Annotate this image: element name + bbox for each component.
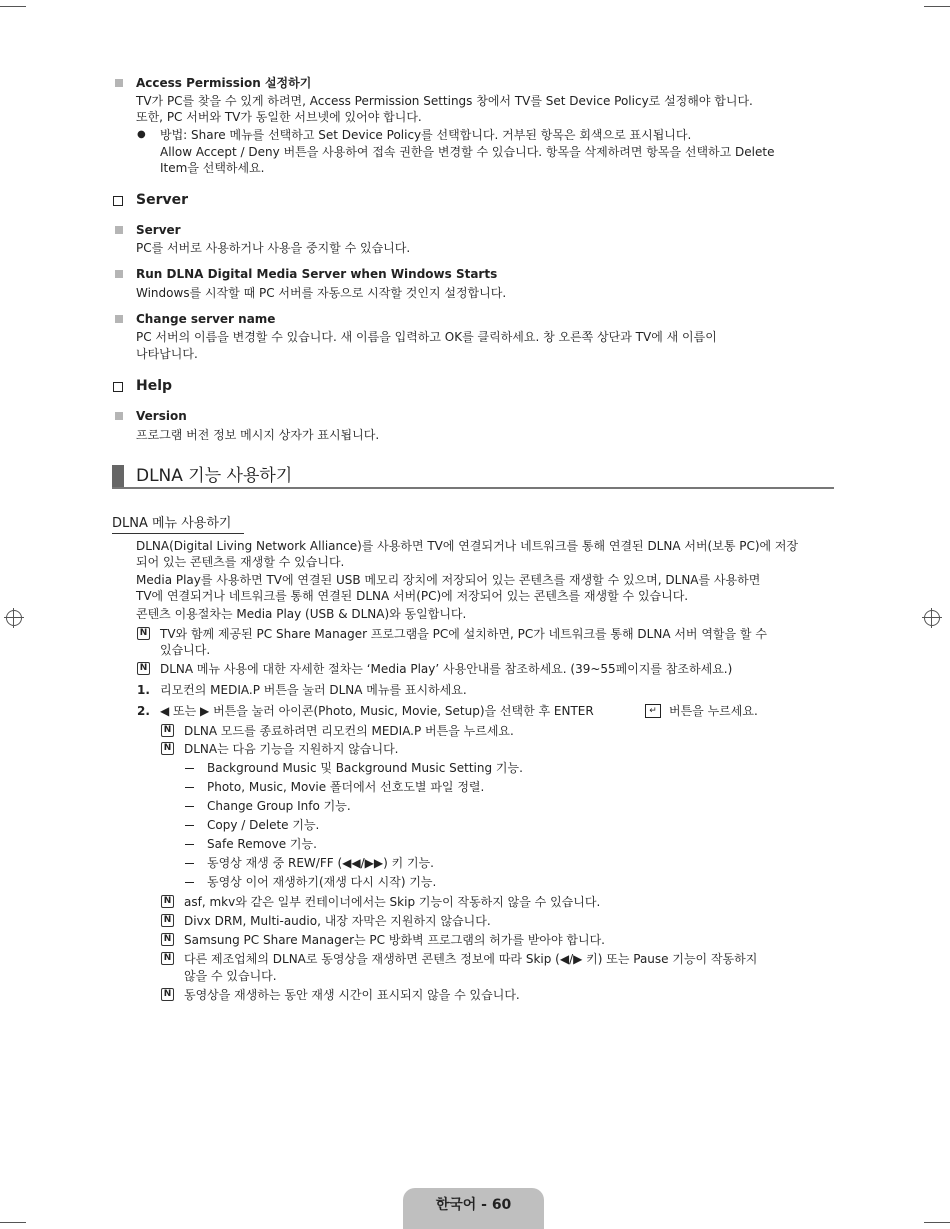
note-icon: N	[137, 662, 150, 675]
unsupported-item: Photo, Music, Movie 폴더에서 선호도별 파일 정렬.	[207, 780, 485, 794]
extra-note: asf, mkv와 같은 일부 컨테이너에서는 Skip 기능이 작동하지 않을 수 있습니다.	[184, 895, 601, 909]
subtitle-underline	[112, 533, 244, 534]
bullet-square-icon	[115, 315, 123, 323]
unsupported-item: 동영상 이어 재생하기(재생 다시 시작) 기능.	[207, 875, 437, 889]
help-section-title: Help	[136, 378, 173, 394]
note-icon: N	[161, 724, 174, 737]
step1-text: 리모컨의 MEDIA.P 버튼을 눌러 DLNA 메뉴를 표시하세요.	[160, 683, 467, 697]
dash-bullet-icon	[185, 844, 194, 845]
bullet-square-icon	[115, 412, 123, 420]
version-heading: Version	[136, 409, 187, 423]
method-line1: 방법: Share 메뉴를 선택하고 Set Device Policy를 선택합니다. 거부된 항목은 회색으로 표시됩니다.	[160, 128, 692, 142]
note-icon: N	[161, 895, 174, 908]
extra-note: Divx DRM, Multi-audio, 내장 자막은 지원하지 않습니다.	[184, 914, 491, 928]
sub-note2: DLNA는 다음 기능을 지원하지 않습니다.	[184, 742, 399, 756]
crop-mark-bottom-right	[924, 1222, 950, 1223]
dlna-para-1: DLNA(Digital Living Network Alliance)를 사용하면 TV에 연결되거나 네트워크를 통해 연결된 DLNA 서버(보통 PC)에 저장	[136, 539, 799, 553]
dlna-para-4: TV에 연결되거나 네트워크를 통해 연결된 DLNA 서버(PC)에 저장되어 있는 콘텐츠를 재생할 수 있습니다.	[136, 589, 689, 603]
extra-note: Samsung PC Share Manager는 PC 방화벽 프로그램의 허가를 받아야 합니다.	[184, 933, 606, 947]
crop-mark-top-right	[924, 6, 950, 7]
version-text: 프로그램 버전 정보 메시지 상자가 표시됩니다.	[136, 428, 380, 442]
dlna-para-3: Media Play를 사용하면 TV에 연결된 USB 메모리 장치에 저장되어 있는 콘텐츠를 재생할 수 있으며, DLNA를 사용하면	[136, 573, 761, 587]
step1-number: 1.	[137, 683, 150, 697]
access-permission-heading: Access Permission 설정하기	[136, 76, 312, 90]
note-icon: N	[161, 742, 174, 755]
unsupported-item: Background Music 및 Background Music Setting 기능.	[207, 761, 523, 775]
note1-line1: TV와 함께 제공된 PC Share Manager 프로그램을 PC에 설치하면, PC가 네트워크를 통해 DLNA 서버 역할을 할 수	[160, 627, 767, 641]
note1-line2: 있습니다.	[160, 643, 211, 657]
change-server-name-text-2: 나타납니다.	[136, 347, 198, 361]
extra-note: 동영상을 재생하는 동안 재생 시간이 표시되지 않을 수 있습니다.	[184, 988, 520, 1002]
server-item-text: PC를 서버로 사용하거나 사용을 중지할 수 있습니다.	[136, 241, 411, 255]
crop-mark-bottom-left	[0, 1222, 26, 1223]
server-section-title: Server	[136, 192, 189, 208]
section-title-marker	[112, 465, 124, 489]
dash-bullet-icon	[185, 768, 194, 769]
change-server-name-heading: Change server name	[136, 312, 276, 326]
extra-note: 다른 제조업체의 DLNA로 동영상을 재생하면 콘텐츠 정보에 따라 Skip (◀/▶ 키) 또는 Pause 기능이 작동하지	[184, 952, 758, 966]
dlna-section-title: DLNA 기능 사용하기	[136, 466, 293, 486]
note2: DLNA 메뉴 사용에 대한 자세한 절차는 ‘Media Play’ 사용안내를 참조하세요. (39~55페이지를 참조하세요.)	[160, 662, 733, 676]
dash-bullet-icon	[185, 825, 194, 826]
run-dlna-text: Windows를 시작할 때 PC 서버를 자동으로 시작할 것인지 설정합니다.	[136, 286, 507, 300]
dlna-para-2: 되어 있는 콘텐츠를 재생할 수 있습니다.	[136, 555, 345, 569]
dlna-menu-subtitle: DLNA 메뉴 사용하기	[112, 516, 232, 531]
enter-key-icon: ↵	[645, 704, 661, 718]
change-server-name-text-1: PC 서버의 이름을 변경할 수 있습니다. 새 이름을 입력하고 OK를 클릭하세요. 창 오른쪽 상단과 TV에 새 이름이	[136, 330, 717, 344]
note-icon: N	[161, 952, 174, 965]
access-permission-line1: TV가 PC를 찾을 수 있게 하려면, Access Permission Settings 창에서 TV를 Set Device Policy로 설정해야 합니다.	[136, 94, 753, 108]
note-icon: N	[137, 627, 150, 640]
section-checkbox-icon	[113, 196, 123, 206]
method-line2: Allow Accept / Deny 버튼을 사용하여 접속 권한을 변경할 수 있습니다. 항목을 삭제하려면 항목을 선택하고 Delete	[160, 145, 775, 159]
dash-bullet-icon	[185, 806, 194, 807]
page-number-label: 한국어 - 60	[435, 1197, 512, 1213]
unsupported-item: 동영상 재생 중 REW/FF (◀◀/▶▶) 키 기능.	[207, 856, 434, 870]
unsupported-item: Change Group Info 기능.	[207, 799, 351, 813]
dash-bullet-icon	[185, 882, 194, 883]
step2-text: ◀ 또는 ▶ 버튼을 눌러 아이콘(Photo, Music, Movie, Setup)을 선택한 후 ENTER	[160, 704, 594, 718]
sub-note1: DLNA 모드를 종료하려면 리모컨의 MEDIA.P 버튼을 누르세요.	[184, 724, 514, 738]
server-item-heading: Server	[136, 223, 181, 237]
method-line3: Item을 선택하세요.	[160, 161, 265, 175]
crop-mark-top-left	[0, 6, 26, 7]
section-title-rule	[112, 487, 834, 489]
step2-number: 2.	[137, 704, 150, 718]
step2-tail: 버튼을 누르세요.	[669, 704, 758, 718]
dash-bullet-icon	[185, 787, 194, 788]
access-permission-line2: 또한, PC 서버와 TV가 동일한 서브넷에 있어야 합니다.	[136, 110, 422, 124]
note-icon: N	[161, 933, 174, 946]
unsupported-item: Copy / Delete 기능.	[207, 818, 320, 832]
bullet-square-icon	[115, 270, 123, 278]
note-icon: N	[161, 988, 174, 1001]
bullet-square-icon	[115, 226, 123, 234]
registration-mark-left-icon	[6, 610, 22, 626]
dash-bullet-icon	[185, 863, 194, 864]
registration-mark-right-icon	[924, 610, 940, 626]
unsupported-item: Safe Remove 기능.	[207, 837, 317, 851]
round-bullet-icon: ●	[137, 129, 146, 140]
run-dlna-heading: Run DLNA Digital Media Server when Windows Starts	[136, 267, 498, 281]
dlna-para-5: 콘텐츠 이용절차는 Media Play (USB & DLNA)와 동일합니다.	[136, 607, 467, 621]
section-checkbox-icon	[113, 382, 123, 392]
bullet-square-icon	[115, 79, 123, 87]
note-icon: N	[161, 914, 174, 927]
extra-note-continued: 않을 수 있습니다.	[184, 969, 277, 983]
